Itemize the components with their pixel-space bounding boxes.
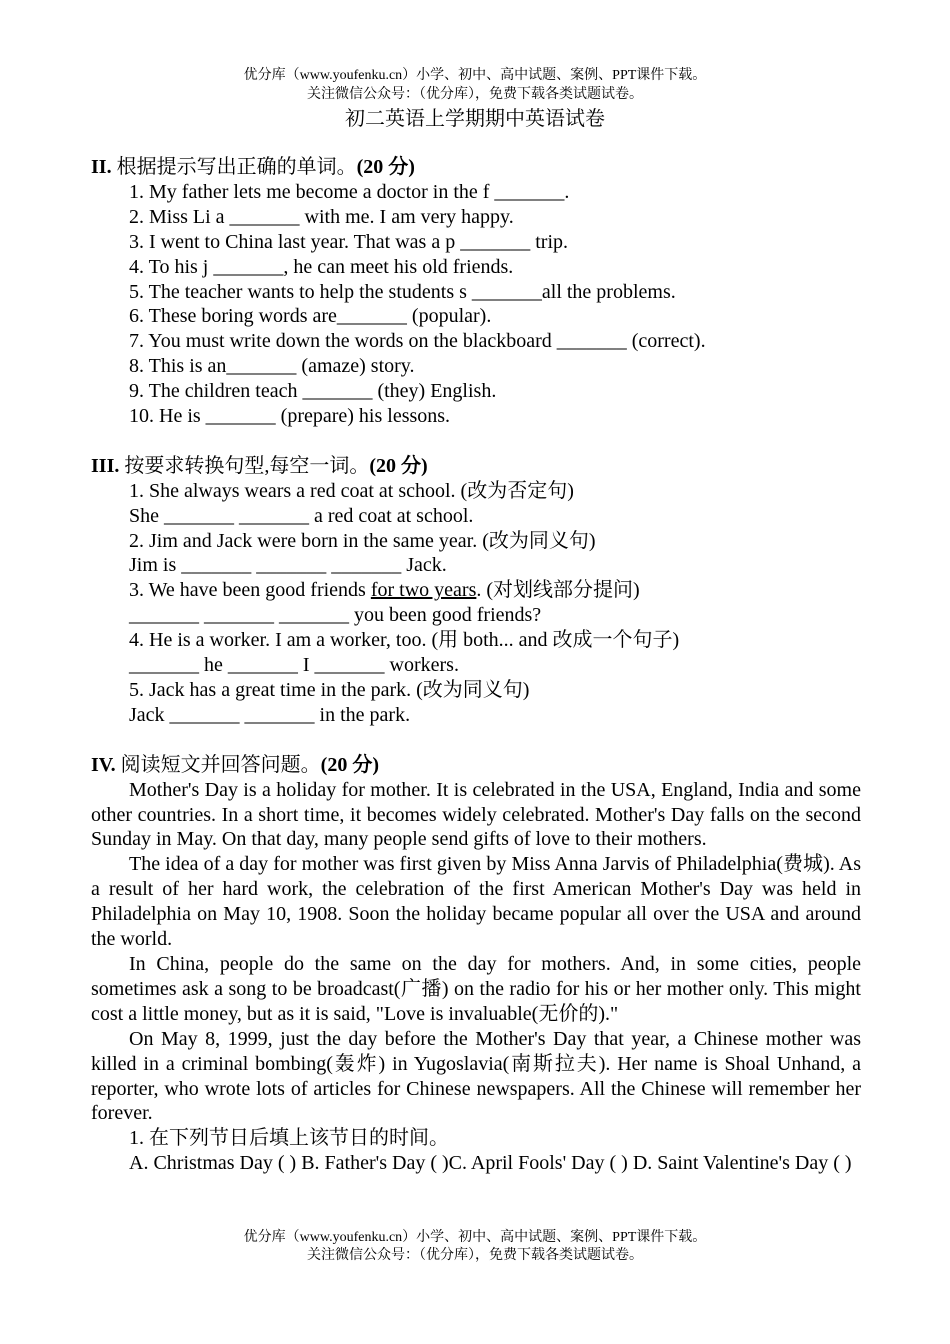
reading-question-options: A. Christmas Day ( ) B. Father's Day ( )C. April Fools' Day ( ) D. Saint Valentine's Day ( ) (129, 1152, 852, 1175)
question-item: 2. Jim and Jack were born in the same year. (改为同义句) (129, 529, 596, 552)
question-item: 1. My father lets me become a doctor in the f _______. (129, 180, 570, 203)
section-2-heading: II. 根据提示写出正确的单词。(20 分) (91, 156, 415, 178)
reading-paragraph: On May 8, 1999, just the day before the Mother's Day that year, a Chinese mother was killed in a criminal bombing(轰炸) in Yugoslavia(南斯拉夫). Her name is Shoal Unhand, a reporter, who wrote lots of articles for Chinese newspapers. All the Chinese will remember her forever. (91, 1027, 861, 1125)
question-item: 5. Jack has a great time in the park. (改为同义句) (129, 679, 530, 702)
question-item: 3. We have been good friends for two years. (对划线部分提问) (129, 579, 640, 602)
reading-paragraph: The idea of a day for mother was first given by Miss Anna Jarvis of Philadelphia(费城). As a result of her hard work, the celebration of the first American Mother's Day was held in Philadelphia on May 10, 1908. Soon the holiday became popular all over the USA and around the world. (91, 853, 861, 951)
header-line-1: 优分库（www.youfenku.cn）小学、初中、高中试题、案例、PPT课件下载。 (243, 68, 707, 83)
underlined-phrase: for two years (370, 579, 477, 602)
question-item: 4. He is a worker. I am a worker, too. (用 both... and 改成一个句子) (129, 629, 680, 652)
reading-paragraph: Mother's Day is a holiday for mother. It is celebrated in the USA, England, India and some other countries. In a short time, it becomes widely celebrated. Mother's Day falls on the second Sunday in May. On that day, many people send gifts of love to their mothers. (91, 778, 861, 851)
section-4-heading: IV. 阅读短文并回答问题。(20 分) (91, 753, 379, 776)
section-3-heading: III. 按要求转换句型,每空一词。(20 分) (91, 454, 428, 477)
reading-paragraph: In China, people do the same on the day for mothers. And, in some cities, people sometimes ask a song to be broadcast(广播) on the radio for his or her mother only. This might cost a little money, but as it is said, "Love is invaluable(无价的)." (91, 952, 861, 1025)
question-item: 8. This is an_______ (amaze) story. (129, 355, 415, 378)
question-item: 2. Miss Li a _______ with me. I am very happy. (129, 205, 514, 228)
answer-line: _______ _______ _______ you been good friends? (129, 604, 542, 627)
exam-content (91, 155, 861, 1176)
question-item: 7. You must write down the words on the blackboard _______ (correct). (129, 330, 706, 353)
footer-line-2: 关注微信公众号：（优分库），免费下载各类试题试卷。 (307, 1248, 643, 1263)
question-item: 9. The children teach _______ (they) English. (129, 380, 497, 403)
question-item: 3. I went to China last year. That was a p _______ trip. (129, 230, 568, 253)
header-line-2: 关注微信公众号：（优分库），免费下载各类试题试卷。 (307, 87, 643, 102)
question-item: 10. He is _______ (prepare) his lessons. (129, 405, 451, 428)
answer-line: Jim is _______ _______ _______ Jack. (129, 554, 447, 577)
question-item: 4. To his j _______, he can meet his old friends. (129, 255, 514, 278)
question-item: 1. She always wears a red coat at school. (改为否定句) (129, 479, 574, 502)
answer-line: She _______ _______ a red coat at school. (129, 504, 474, 527)
question-item: 6. These boring words are_______ (popular). (129, 305, 492, 328)
answer-line: Jack _______ _______ in the park. (129, 703, 411, 726)
reading-question: 1. 在下列节日后填上该节日的时间。 (129, 1127, 449, 1150)
answer-line: _______ he _______ I _______ workers. (129, 654, 459, 677)
footer-line-1: 优分库（www.youfenku.cn）小学、初中、高中试题、案例、PPT课件下载。 (243, 1230, 707, 1245)
question-item: 5. The teacher wants to help the students s _______all the problems. (129, 280, 676, 303)
page-title: 初二英语上学期期中英语试卷 (345, 108, 605, 130)
